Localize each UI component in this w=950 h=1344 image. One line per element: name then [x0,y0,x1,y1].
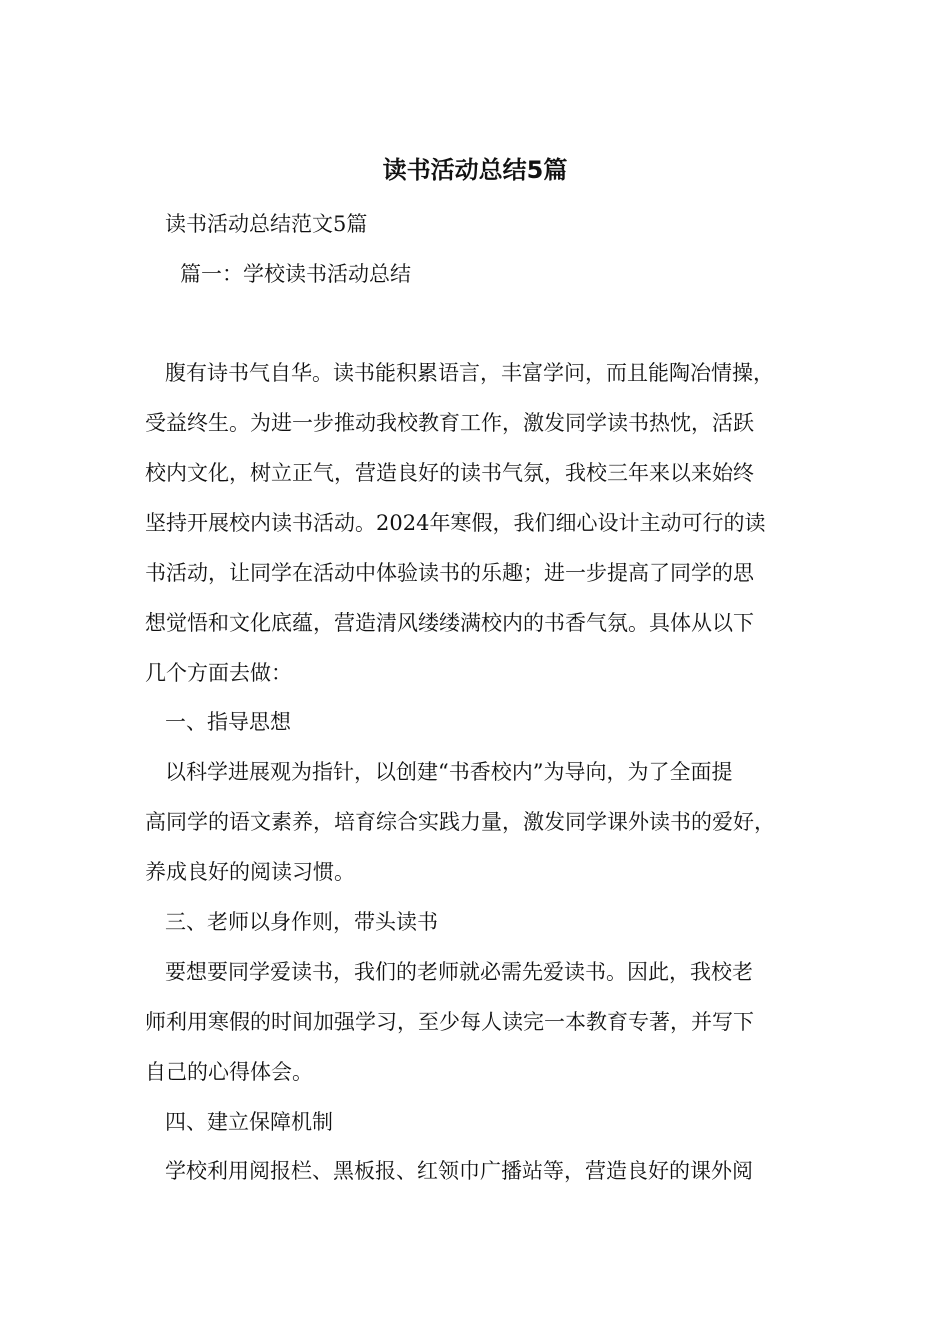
paragraph-line: 几个方面去做： [145,661,292,685]
paragraph-line: 书活动，让同学在活动中体验读书的乐趣；进一步提高了同学的思 [145,561,754,585]
paragraph-line: 要想要同学爱读书，我们的老师就必需先爱读书。因此，我校老 [165,960,753,984]
paragraph-line: 高同学的语文素养，培育综合实践力量，激发同学课外读书的爱好， [145,810,775,834]
section-heading: 一、指导思想 [165,710,291,734]
paragraph-line: 养成良好的阅读习惯。 [145,860,355,884]
paragraph-line: 想觉悟和文化底蕴，营造清风缕缕满校内的书香气氛。具体从以下 [145,611,754,635]
document-subtitle: 读书活动总结范文5篇 [165,212,368,236]
paragraph-line: 坚持开展校内读书活动。2024年寒假，我们细心设计主动可行的读 [145,511,766,535]
paragraph-line: 受益终生。为进一步推动我校教育工作，激发同学读书热忱，活跃 [145,411,754,435]
document-title: 读书活动总结5篇 [382,156,568,184]
paragraph-line: 自己的心得体会。 [145,1060,313,1084]
paragraph-line: 以科学进展观为指针，以创建“书香校内”为导向，为了全面提 [165,760,733,784]
paragraph-line: 学校利用阅报栏、黑板报、红领巾广播站等，营造良好的课外阅 [165,1159,753,1183]
section-heading: 四、建立保障机制 [165,1110,333,1134]
section-heading: 篇一：学校读书活动总结 [180,262,411,286]
paragraph-line: 师利用寒假的时间加强学习，至少每人读完一本教育专著，并写下 [145,1010,754,1034]
section-heading: 三、老师以身作则，带头读书 [165,910,438,934]
paragraph-line: 腹有诗书气自华。读书能积累语言，丰富学问，而且能陶冶情操， [165,361,774,385]
paragraph-line: 校内文化，树立正气，营造良好的读书气氛，我校三年来以来始终 [145,461,754,485]
